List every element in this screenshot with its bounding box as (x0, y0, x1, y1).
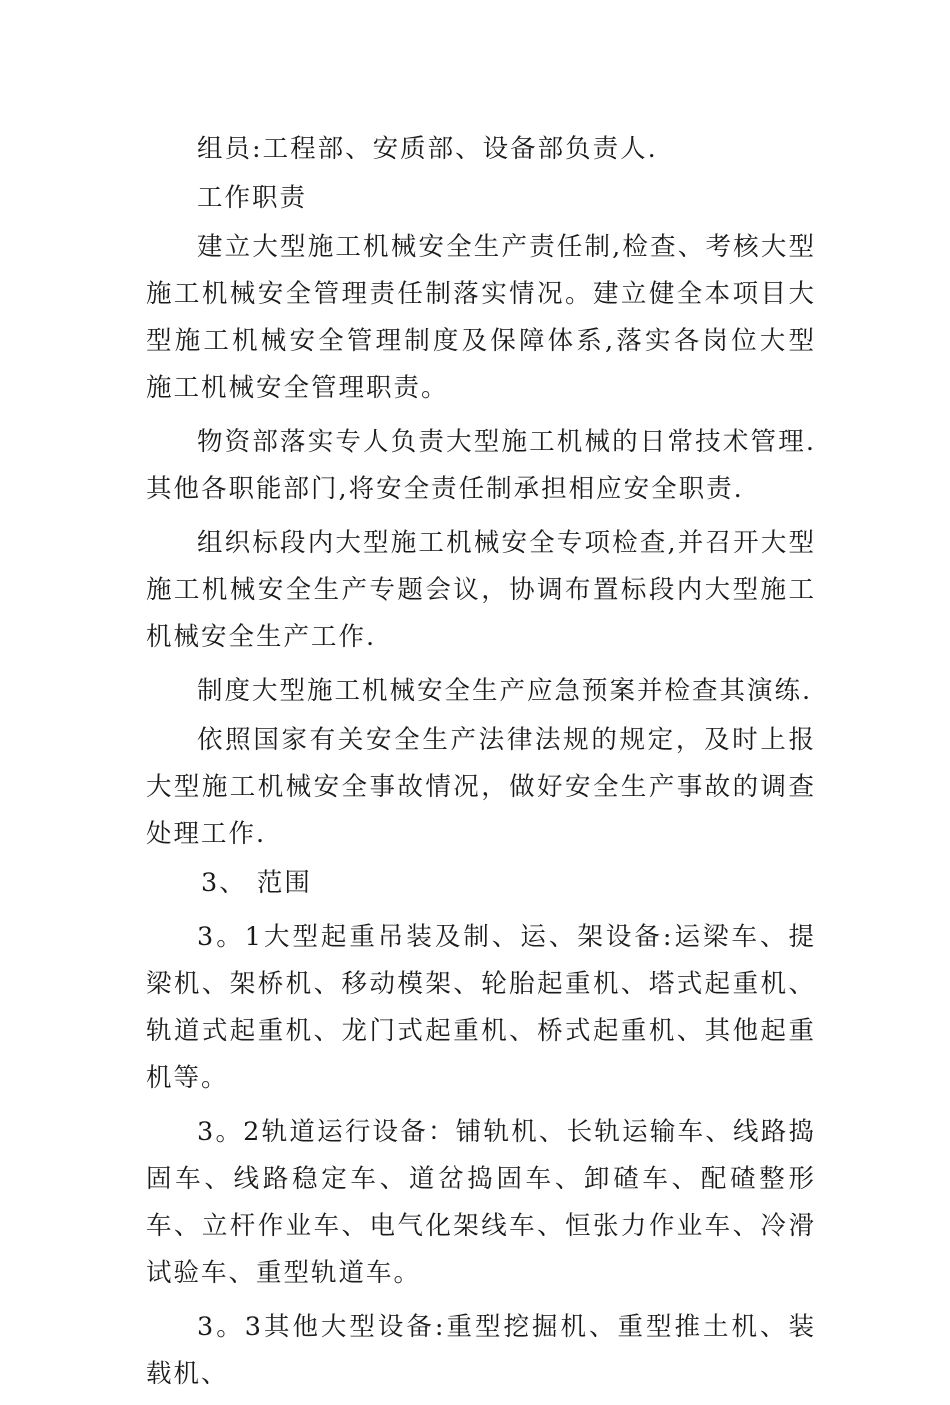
section-heading-scope: 3、 范围 (201, 868, 312, 898)
paragraph-members: 组员:工程部、安质部、设备部负责人. (197, 134, 658, 164)
paragraph-scope-3-3: 3。3其他大型设备:重型挖掘机、重型推土机、装载机、 (146, 1312, 816, 1389)
document-body (146, 126, 816, 1405)
paragraph-inspection: 组织标段内大型施工机械安全专项检查,并召开大型施工机械安全生产专题会议，协调布置标段内大型施工机械安全生产工作. (146, 528, 816, 652)
paragraph-emergency-plan: 制度大型施工机械安全生产应急预案并检查其演练. (197, 676, 813, 706)
paragraph-scope-3-2: 3。2轨道运行设备：铺轨机、长轨运输车、线路捣固车、线路稳定车、道岔捣固车、卸碴车、配碴整形车、立杆作业车、电气化架线车、恒张力作业车、冷滑试验车、重型轨道车。 (146, 1117, 816, 1288)
paragraph-responsibility-system: 建立大型施工机械安全生产责任制,检查、考核大型施工机械安全管理责任制落实情况。建立健全本项目大型施工机械安全管理制度及保障体系,落实各岗位大型施工机械安全管理职责。 (146, 232, 816, 403)
paragraph-duties-heading: 工作职责 (197, 183, 308, 213)
paragraph-materials-department: 物资部落实专人负责大型施工机械的日常技术管理.其他各职能部门,将安全责任制承担相应安全职责. (146, 427, 816, 504)
paragraph-accident-reporting: 依照国家有关安全生产法律法规的规定，及时上报大型施工机械安全事故情况，做好安全生产事故的调查处理工作. (146, 725, 816, 849)
paragraph-scope-3-1: 3。1大型起重吊装及制、运、架设备:运梁车、提梁机、架桥机、移动模架、轮胎起重机、塔式起重机、轨道式起重机、龙门式起重机、桥式起重机、其他起重机等。 (146, 922, 816, 1093)
